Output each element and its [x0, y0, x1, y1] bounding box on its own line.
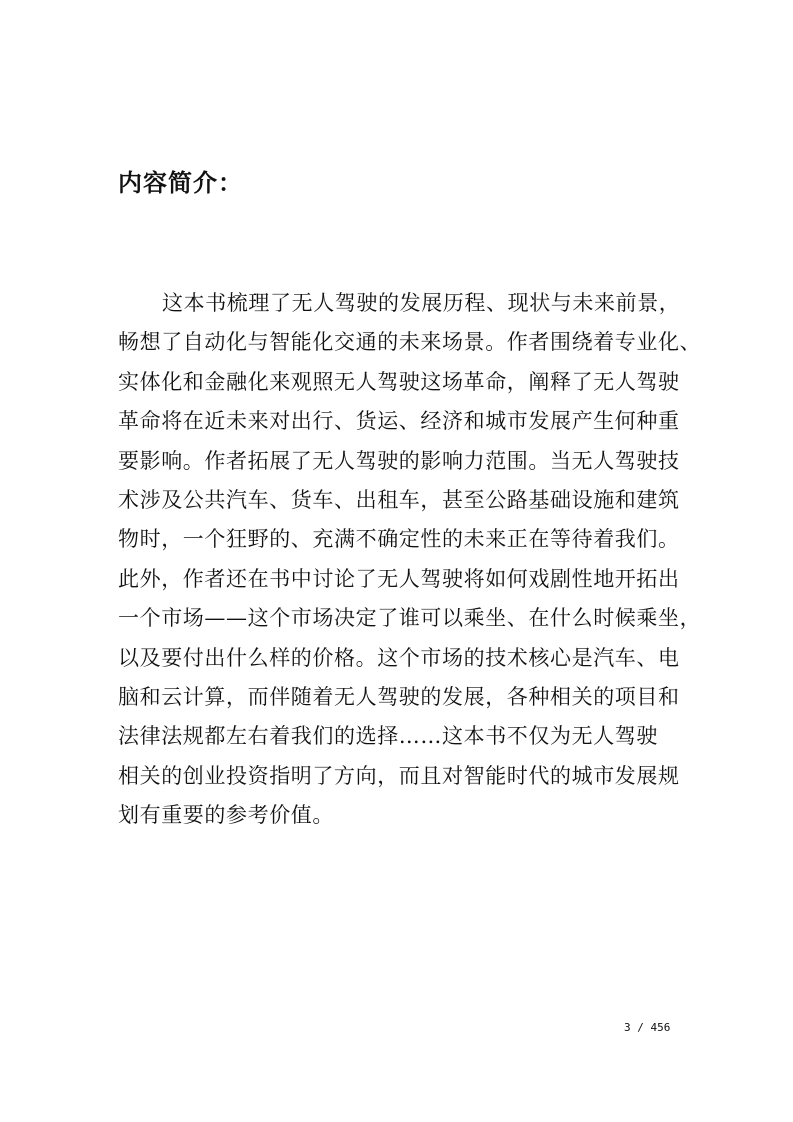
paragraph-line: 一个市场——这个市场决定了谁可以乘坐、在什么时候乘坐，: [118, 606, 702, 631]
paragraph-line: 物时，一个狂野的、充满不确定性的未来正在等待着我们。: [118, 527, 680, 552]
paragraph-line: 实体化和金融化来观照无人驾驶这场革命，阐释了无人驾驶: [118, 369, 680, 394]
paragraph-line: 畅想了自动化与智能化交通的未来场景。作者围绕着专业化、: [118, 330, 702, 355]
paragraph-line: 脑和云计算，而伴随着无人驾驶的发展，各种相关的项目和: [118, 684, 680, 709]
paragraph-line: 划有重要的参考价值。: [118, 803, 334, 828]
paragraph-line: 法律法规都左右着我们的选择……这本书不仅为无人驾驶: [118, 724, 658, 749]
synopsis-paragraph: [118, 284, 702, 835]
paragraph-line: 革命将在近未来对出行、货运、经济和城市发展产生何种重: [118, 409, 680, 434]
section-heading: 内容简介：: [118, 169, 243, 197]
paragraph-line: 以及要付出什么样的价格。这个市场的技术核心是汽车、电: [118, 645, 680, 670]
paragraph-line: 此外，作者还在书中讨论了无人驾驶将如何戏剧性地开拓出: [118, 566, 680, 591]
paragraph-line: 术涉及公共汽车、货车、出租车，甚至公路基础设施和建筑: [118, 487, 680, 512]
paragraph-line: 要影响。作者拓展了无人驾驶的影响力范围。当无人驾驶技: [118, 448, 680, 473]
paragraph-line: 相关的创业投资指明了方向，而且对智能时代的城市发展规: [118, 763, 680, 788]
page-number: 3 / 456: [624, 1021, 671, 1034]
paragraph-line: 这本书梳理了无人驾驶的发展历程、现状与未来前景，: [162, 291, 681, 315]
